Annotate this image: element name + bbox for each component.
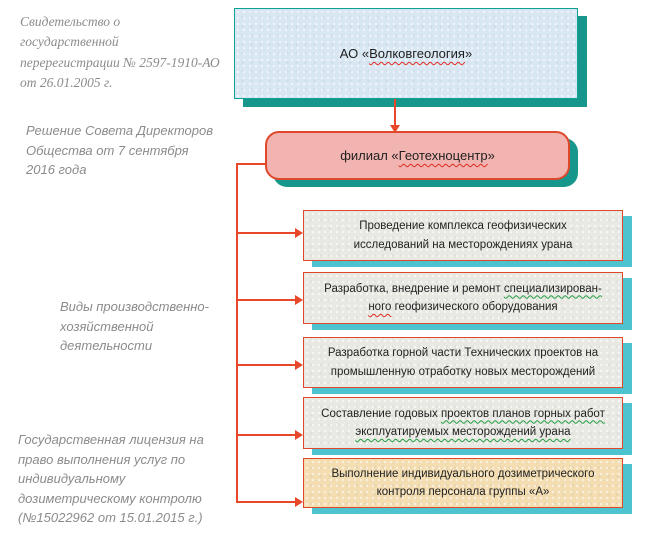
parent-org-name-spellcheck: Волковгеология [369, 46, 465, 61]
branch-line-4 [236, 434, 295, 436]
parent-org-label [340, 46, 472, 61]
branch-line-3 [236, 364, 295, 366]
arrow-right-icon [295, 430, 303, 440]
activity-text-plain: Разработка, внедрение и ремонт [324, 282, 504, 295]
arrow-right-icon [295, 295, 303, 305]
branch-org-prefix: филиал « [340, 148, 399, 163]
activity-text [324, 280, 602, 317]
note-state-license: Государственная лицензия на право выполнения услуг по индивидуальному дозиметрическому контролю (№15022962 от 15.01.2015 г.) [18, 432, 204, 525]
parent-org-suffix: » [464, 46, 473, 61]
branch-line-2 [236, 299, 295, 301]
connector-spine [236, 163, 238, 503]
activity-text: Выполнение индивидуального дозиметрического контроля персонала группы «А» [331, 467, 595, 498]
connector-branch-stub [236, 163, 265, 165]
activity-box-geophysical-research [303, 210, 623, 261]
activity-text: Разработка горной части Технических проектов на промышленную отработку новых месторождений [327, 347, 599, 378]
note-activity-types-label: Виды производственно-хозяйственной деятельности [60, 299, 209, 353]
branch-org-name-spellcheck: Геотехноцентр [398, 148, 488, 163]
activity-text-spellcheck-underline: ного [368, 301, 392, 313]
branch-line-5 [236, 501, 295, 503]
arrow-right-icon [295, 497, 303, 507]
arrow-right-icon [295, 228, 303, 238]
activity-box-annual-mining-plans [303, 397, 623, 449]
connector-parent-to-branch [394, 99, 396, 125]
branch-org-box [265, 131, 570, 180]
activity-text-grammar-underline: проектов планов горных работ эксплуатируемых месторождений урана [355, 407, 605, 438]
activity-text-plain: Составление годовых [321, 407, 441, 420]
activity-text [310, 405, 616, 442]
note-registration-certificate: Свидетельство о государственной перерегистрации № 2597-1910-АО от 26.01.2005 г. [20, 14, 220, 90]
activity-text-grammar-underline: специализирован- [503, 282, 602, 295]
activity-box-equipment-development [303, 272, 623, 324]
branch-org-label [340, 148, 495, 163]
activity-text-plain: геофизического оборудования [391, 301, 558, 313]
activity-box-mining-projects [303, 337, 623, 388]
activity-box-dosimetric-control [303, 458, 623, 508]
parent-org-prefix: АО « [339, 46, 370, 61]
branch-org-suffix: » [487, 148, 495, 163]
arrow-right-icon [295, 360, 303, 370]
note-board-decision: Решение Совета Директоров Общества от 7 сентября 2016 года [26, 123, 214, 177]
activity-text: Проведение комплекса геофизических исследований на месторождениях урана [353, 220, 573, 251]
branch-line-1 [236, 232, 295, 234]
parent-org-box [234, 8, 578, 99]
